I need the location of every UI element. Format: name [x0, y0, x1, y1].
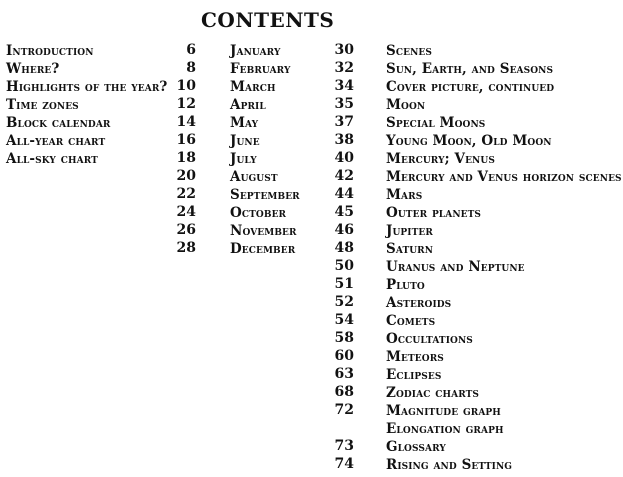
toc-month-label[interactable]: November — [230, 223, 297, 239]
toc-month-label[interactable]: February — [230, 61, 291, 77]
toc-page-number[interactable]: 63 — [334, 366, 354, 382]
toc-page-number[interactable]: 46 — [334, 222, 354, 238]
toc-topic-label[interactable]: Pluto — [386, 277, 425, 293]
toc-month-label[interactable]: July — [230, 151, 257, 167]
toc-page-number[interactable]: 72 — [334, 402, 354, 418]
toc-page-number[interactable]: 40 — [334, 150, 354, 166]
toc-month-label[interactable]: April — [230, 97, 266, 113]
toc-page-number[interactable]: 28 — [176, 240, 196, 256]
toc-page-number[interactable]: 45 — [334, 204, 354, 220]
toc-topic-label[interactable]: Magnitude graph — [386, 403, 501, 419]
toc-topic-label[interactable]: Comets — [386, 313, 436, 329]
toc-page-number[interactable]: 48 — [334, 240, 354, 256]
toc-month-label[interactable]: May — [230, 115, 259, 131]
toc-topic-label[interactable]: Cover picture, continued — [386, 79, 555, 95]
toc-topic-label[interactable]: Saturn — [386, 241, 434, 257]
toc-topic-label[interactable]: Asteroids — [386, 295, 452, 311]
toc-topic-label[interactable]: Eclipses — [386, 367, 442, 383]
toc-month-label[interactable]: August — [230, 169, 278, 185]
toc-page-number[interactable]: 12 — [176, 96, 196, 112]
month-pages-list — [332, 41, 354, 473]
toc-topic-label[interactable]: Mercury and Venus horizon scenes — [386, 169, 622, 185]
toc-topic-label[interactable]: Uranus and Neptune — [386, 259, 525, 275]
toc-entry-label[interactable]: All-year chart — [6, 133, 106, 149]
toc-entry-label[interactable]: Time zones — [6, 97, 79, 113]
toc-topic-label[interactable]: Meteors — [386, 349, 444, 365]
toc-page-number[interactable]: 35 — [334, 96, 354, 112]
toc-topic-label[interactable]: Young Moon, Old Moon — [386, 133, 552, 149]
toc-page-number[interactable]: 10 — [176, 78, 196, 94]
toc-month-label[interactable]: March — [230, 79, 276, 95]
toc-page-number[interactable]: 22 — [176, 186, 196, 202]
toc-page-number[interactable]: 44 — [334, 186, 354, 202]
toc-page-number[interactable]: 8 — [186, 60, 196, 76]
toc-page-number[interactable]: 26 — [176, 222, 196, 238]
toc-month-label[interactable]: January — [230, 43, 281, 59]
toc-page-number[interactable]: 58 — [334, 330, 354, 346]
toc-page-number[interactable]: 50 — [334, 258, 354, 274]
toc-topic-label[interactable]: Elongation graph — [386, 421, 504, 437]
toc-topic-label[interactable]: Glossary — [386, 439, 446, 455]
toc-page-number[interactable]: 6 — [186, 42, 196, 58]
toc-page-number[interactable]: 18 — [176, 150, 196, 166]
toc-month-label[interactable]: December — [230, 241, 296, 257]
toc-topic-label[interactable]: Mercury; Venus — [386, 151, 495, 167]
months-list — [230, 41, 340, 257]
toc-page-number[interactable]: 52 — [334, 294, 354, 310]
toc-entry-label[interactable]: Introduction — [6, 43, 94, 59]
toc-page-number[interactable]: 73 — [334, 438, 354, 454]
toc-topic-label[interactable]: Outer planets — [386, 205, 482, 221]
toc-entry-label[interactable]: Highlights of the year? — [6, 79, 168, 95]
toc-page-number[interactable]: 30 — [334, 42, 354, 58]
toc-page-number[interactable]: 16 — [176, 132, 196, 148]
toc-month-label[interactable]: October — [230, 205, 287, 221]
toc-page-number[interactable]: 32 — [334, 60, 354, 76]
toc-page-number[interactable]: 14 — [176, 114, 196, 130]
toc-topic-label[interactable]: Rising and Setting — [386, 457, 513, 473]
toc-topic-label[interactable]: Special Moons — [386, 115, 486, 131]
toc-page-number[interactable]: 34 — [334, 78, 354, 94]
toc-page-number[interactable]: 54 — [334, 312, 354, 328]
toc-topic-label[interactable]: Jupiter — [386, 223, 433, 239]
page-title: CONTENTS — [201, 8, 335, 32]
toc-topic-label[interactable]: Occultations — [386, 331, 473, 347]
toc-topic-label[interactable]: Moon — [386, 97, 426, 113]
toc-page-number[interactable]: 74 — [334, 456, 354, 472]
toc-topic-label[interactable]: Scenes — [386, 43, 432, 59]
toc-entry-label[interactable]: Where? — [6, 61, 60, 77]
topics-list — [386, 41, 622, 473]
toc-page-number[interactable]: 24 — [176, 204, 196, 220]
toc-month-label[interactable]: June — [230, 133, 260, 149]
toc-entry-label[interactable]: Block calendar — [6, 115, 111, 131]
toc-page-number[interactable]: 51 — [334, 276, 354, 292]
toc-page-number[interactable]: 37 — [334, 114, 354, 130]
intro-pages-list — [168, 41, 196, 257]
toc-topic-label[interactable]: Zodiac charts — [386, 385, 480, 401]
toc-page-number[interactable]: 60 — [334, 348, 354, 364]
toc-page-number[interactable]: 68 — [334, 384, 354, 400]
toc-topic-label[interactable]: Mars — [386, 187, 423, 203]
toc-month-label[interactable]: September — [230, 187, 300, 203]
toc-page-number[interactable]: 20 — [176, 168, 196, 184]
toc-page-number[interactable]: 38 — [334, 132, 354, 148]
toc-topic-label[interactable]: Sun, Earth, and Seasons — [386, 61, 554, 77]
toc-page-number[interactable]: 42 — [334, 168, 354, 184]
toc-entry-label[interactable]: All-sky chart — [6, 151, 98, 167]
intro-sections-list — [6, 41, 166, 257]
